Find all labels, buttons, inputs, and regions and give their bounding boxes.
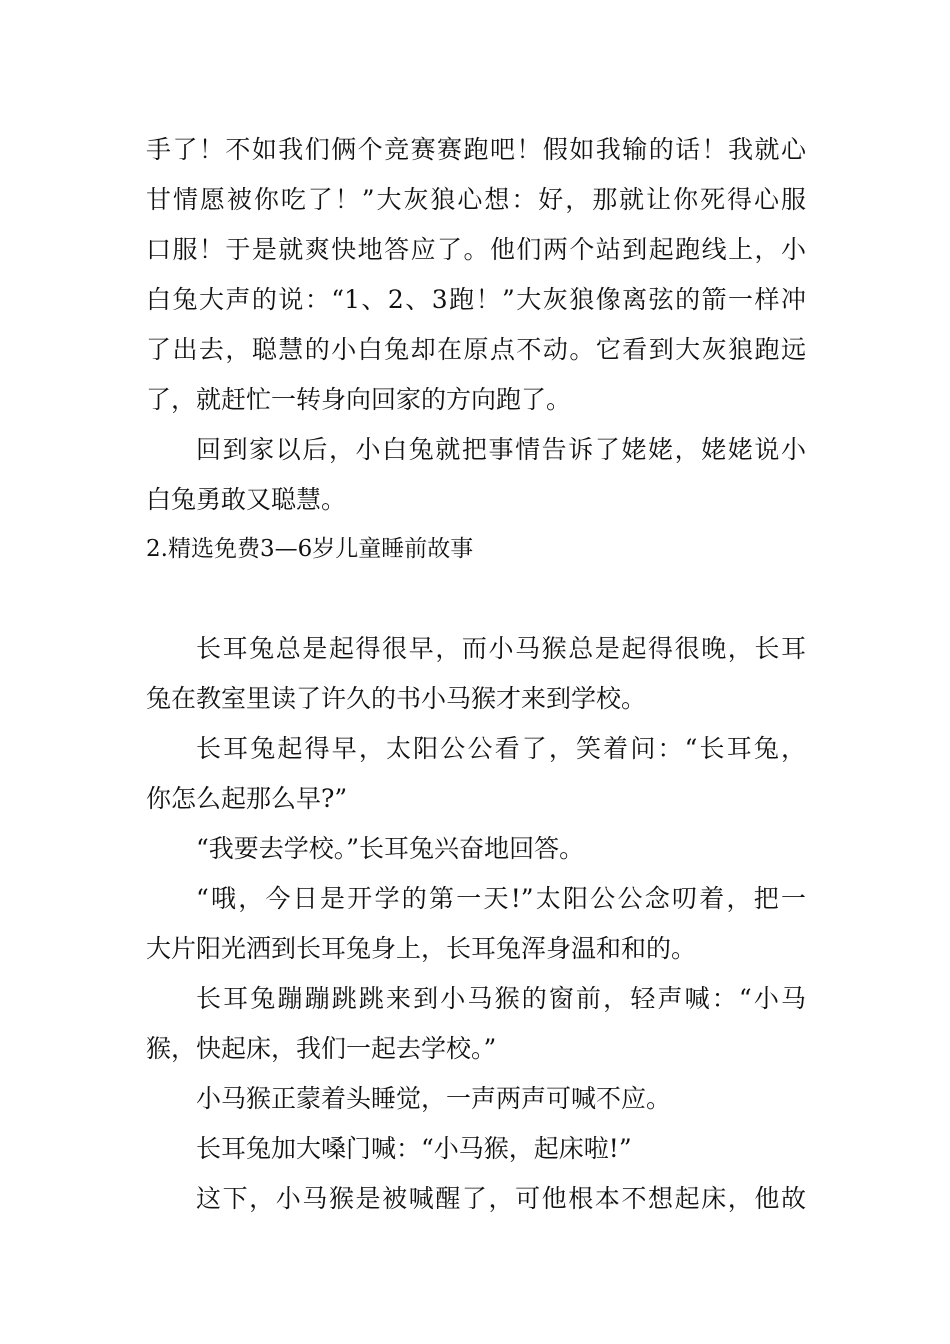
story1-line-3: 口服！于是就爽快地答应了。他们两个站到起跑线上，小 — [146, 235, 806, 264]
story1-line-6: 了，就赶忙一转身向回家的方向跑了。 — [146, 385, 572, 414]
story2-p3-line-1: “我要去学校。”长耳兔兴奋地回答。 — [196, 834, 585, 863]
story2-p8-line-1: 这下，小马猴是被喊醒了，可他根本不想起床，他故 — [196, 1184, 806, 1213]
story1-line-2: 甘情愿被你吃了！”大灰狼心想：好，那就让你死得心服 — [146, 185, 806, 214]
section-heading: 2.精选免费3—6岁儿童睡前故事 — [146, 536, 474, 562]
story1-line-4: 白兔大声的说：“1、2、3跑！”大灰狼像离弦的箭一样冲 — [146, 285, 806, 314]
story2-p2-line-2: 你怎么起那么早?” — [146, 784, 348, 813]
story2-p7-line-1: 长耳兔加大嗓门喊：“小马猴，起床啦!” — [196, 1134, 632, 1163]
story2-p4-line-2: 大片阳光洒到长耳兔身上，长耳兔浑身温和和的。 — [146, 934, 697, 963]
story2-p1-line-2: 兔在教室里读了许久的书小马猴才来到学校。 — [146, 684, 647, 713]
story1-ending-line-1: 回到家以后，小白兔就把事情告诉了姥姥，姥姥说小 — [196, 435, 806, 464]
story2-p5-line-1: 长耳兔蹦蹦跳跳来到小马猴的窗前，轻声喊：“小马 — [196, 984, 806, 1013]
story1-ending-line-2: 白兔勇敢又聪慧。 — [146, 485, 347, 514]
story2-p4-line-1: “哦，今日是开学的第一天!”太阳公公念叨着，把一 — [196, 884, 806, 913]
story2-p1-line-1: 长耳兔总是起得很早，而小马猴总是起得很晚，长耳 — [196, 634, 806, 663]
story1-line-1: 手了！不如我们俩个竞赛赛跑吧！假如我输的话！我就心 — [146, 135, 806, 164]
story2-p5-line-2: 猴，快起床，我们一起去学校。” — [146, 1034, 497, 1063]
story1-line-5: 了出去，聪慧的小白兔却在原点不动。它看到大灰狼跑远 — [146, 335, 806, 364]
story2-p2-line-1: 长耳兔起得早，太阳公公看了，笑着问：“长耳兔， — [196, 734, 806, 763]
story2-p6-line-1: 小马猴正蒙着头睡觉，一声两声可喊不应。 — [196, 1084, 672, 1113]
